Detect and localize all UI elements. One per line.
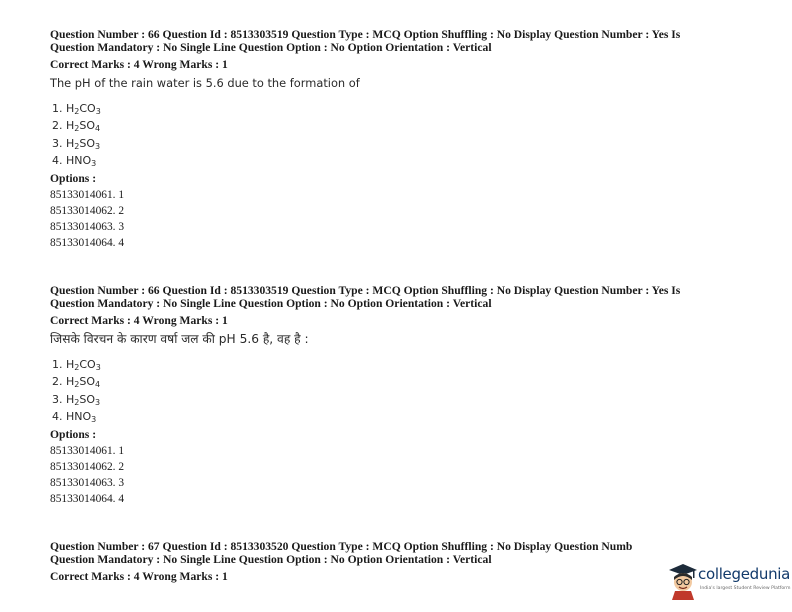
- choice-item: 3. $H_2SO_3$: [52, 136, 101, 151]
- option-id: 85133014064. 4: [50, 237, 125, 250]
- option-id: 85133014061. 1: [50, 188, 125, 201]
- choice-item: 4. $HNO_3$: [52, 410, 97, 425]
- marks-line: Correct Marks : 4 Wrong Marks : 1: [50, 314, 228, 327]
- choice-item: 2. $H_2SO_4$: [52, 375, 101, 390]
- option-id: 85133014063. 3: [50, 221, 125, 234]
- marks-line: Correct Marks : 4 Wrong Marks : 1: [50, 570, 228, 583]
- question-meta-line: Question Number : 67 Question Id : 8513303520 Question Type : MCQ Option Shuffling : No Display Question Numb: [50, 540, 633, 553]
- choice-item: 2. $H_2SO_4$: [52, 119, 101, 134]
- question-text: The pH of the rain water is 5.6 due to the formation of: [50, 76, 360, 90]
- question-block-66-en: [50, 28, 740, 251]
- choice-item: 1. $H_2CO_3$: [52, 102, 101, 116]
- options-heading: Options :: [50, 427, 97, 441]
- choice-list: [50, 100, 740, 170]
- collegedunia-watermark: [666, 558, 792, 602]
- option-id: 85133014064. 4: [50, 493, 125, 506]
- question-meta-line: Question Mandatory : No Single Line Question Option : No Option Orientation : Vertical: [50, 553, 492, 566]
- question-block-67: [50, 540, 740, 583]
- options-heading: Options :: [50, 171, 97, 185]
- question-meta-line: Question Mandatory : No Single Line Question Option : No Option Orientation : Vertical: [50, 297, 492, 310]
- question-meta-line: Question Mandatory : No Single Line Question Option : No Option Orientation : Vertical: [50, 41, 492, 54]
- choice-item: 4. $HNO_3$: [52, 154, 97, 169]
- brand-name: collegedunia: [698, 565, 791, 583]
- option-id: 85133014062. 2: [50, 460, 125, 473]
- option-id: 85133014062. 2: [50, 204, 125, 217]
- graduate-mascot-icon: [666, 560, 700, 600]
- choice-item: 3. $H_2SO_3$: [52, 392, 101, 407]
- choice-list: [50, 356, 740, 426]
- question-block-66-hi: [50, 284, 740, 507]
- question-meta-line: Question Number : 66 Question Id : 8513303519 Question Type : MCQ Option Shuffling : No Display Question Number : Yes Is: [50, 284, 681, 297]
- marks-line: Correct Marks : 4 Wrong Marks : 1: [50, 58, 228, 71]
- option-id: 85133014061. 1: [50, 444, 125, 457]
- brand-tagline: India's largest Student Review Platform: [700, 586, 791, 591]
- choice-item: 1. $H_2CO_3$: [52, 358, 101, 372]
- question-text: जिसके विरचन के कारण वर्षा जल की pH 5.6 है, वह है :: [50, 332, 309, 346]
- question-meta-line: Question Number : 66 Question Id : 8513303519 Question Type : MCQ Option Shuffling : No Display Question Number : Yes Is: [50, 28, 681, 41]
- option-id: 85133014063. 3: [50, 477, 125, 490]
